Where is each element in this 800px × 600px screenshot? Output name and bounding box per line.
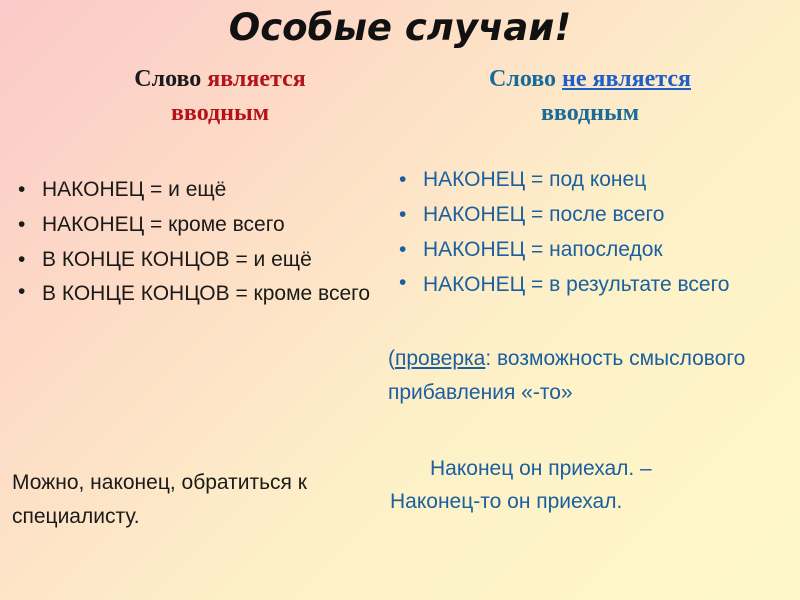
left-header-prefix: Слово bbox=[134, 66, 208, 92]
right-header-line2: вводным bbox=[540, 100, 640, 126]
list-item: • В КОНЦЕ КОНЦОВ = и ещё bbox=[14, 242, 394, 277]
list-item: • НАКОНЕЦ = и ещё bbox=[14, 172, 394, 207]
list-item: • НАКОНЕЦ = под конец bbox=[395, 162, 790, 197]
example-line-1: Наконец он приехал. – bbox=[430, 457, 652, 480]
example-introductory: Можно, наконец, обратиться к специалисту. bbox=[12, 471, 307, 528]
right-list bbox=[395, 162, 790, 300]
right-header-prefix: Слово bbox=[489, 66, 563, 92]
list-item: • НАКОНЕЦ = напоследок bbox=[395, 232, 790, 267]
list-item: • НАКОНЕЦ = после всего bbox=[395, 197, 790, 232]
left-header-line2: вводным bbox=[170, 100, 270, 126]
example-non-introductory bbox=[390, 452, 790, 518]
list-item: • НАКОНЕЦ = в результате всего bbox=[395, 267, 790, 300]
check-word: проверка bbox=[395, 347, 486, 370]
left-list bbox=[14, 172, 394, 309]
example-line-2: Наконец-то он приехал. bbox=[390, 490, 623, 513]
right-header-highlight: не является bbox=[562, 66, 691, 92]
right-column-header bbox=[405, 62, 775, 130]
check-open-paren: ( bbox=[388, 347, 395, 370]
page-title: Особые случаи! bbox=[228, 6, 572, 49]
check-rest: : возможность смыслового прибавления «-то» bbox=[388, 347, 746, 404]
left-column-header bbox=[40, 62, 400, 130]
left-header-highlight: является bbox=[207, 66, 306, 92]
check-note bbox=[388, 342, 798, 410]
list-item: • НАКОНЕЦ = кроме всего bbox=[14, 207, 394, 242]
list-item: • В КОНЦЕ КОНЦОВ = кроме всего bbox=[14, 277, 394, 309]
